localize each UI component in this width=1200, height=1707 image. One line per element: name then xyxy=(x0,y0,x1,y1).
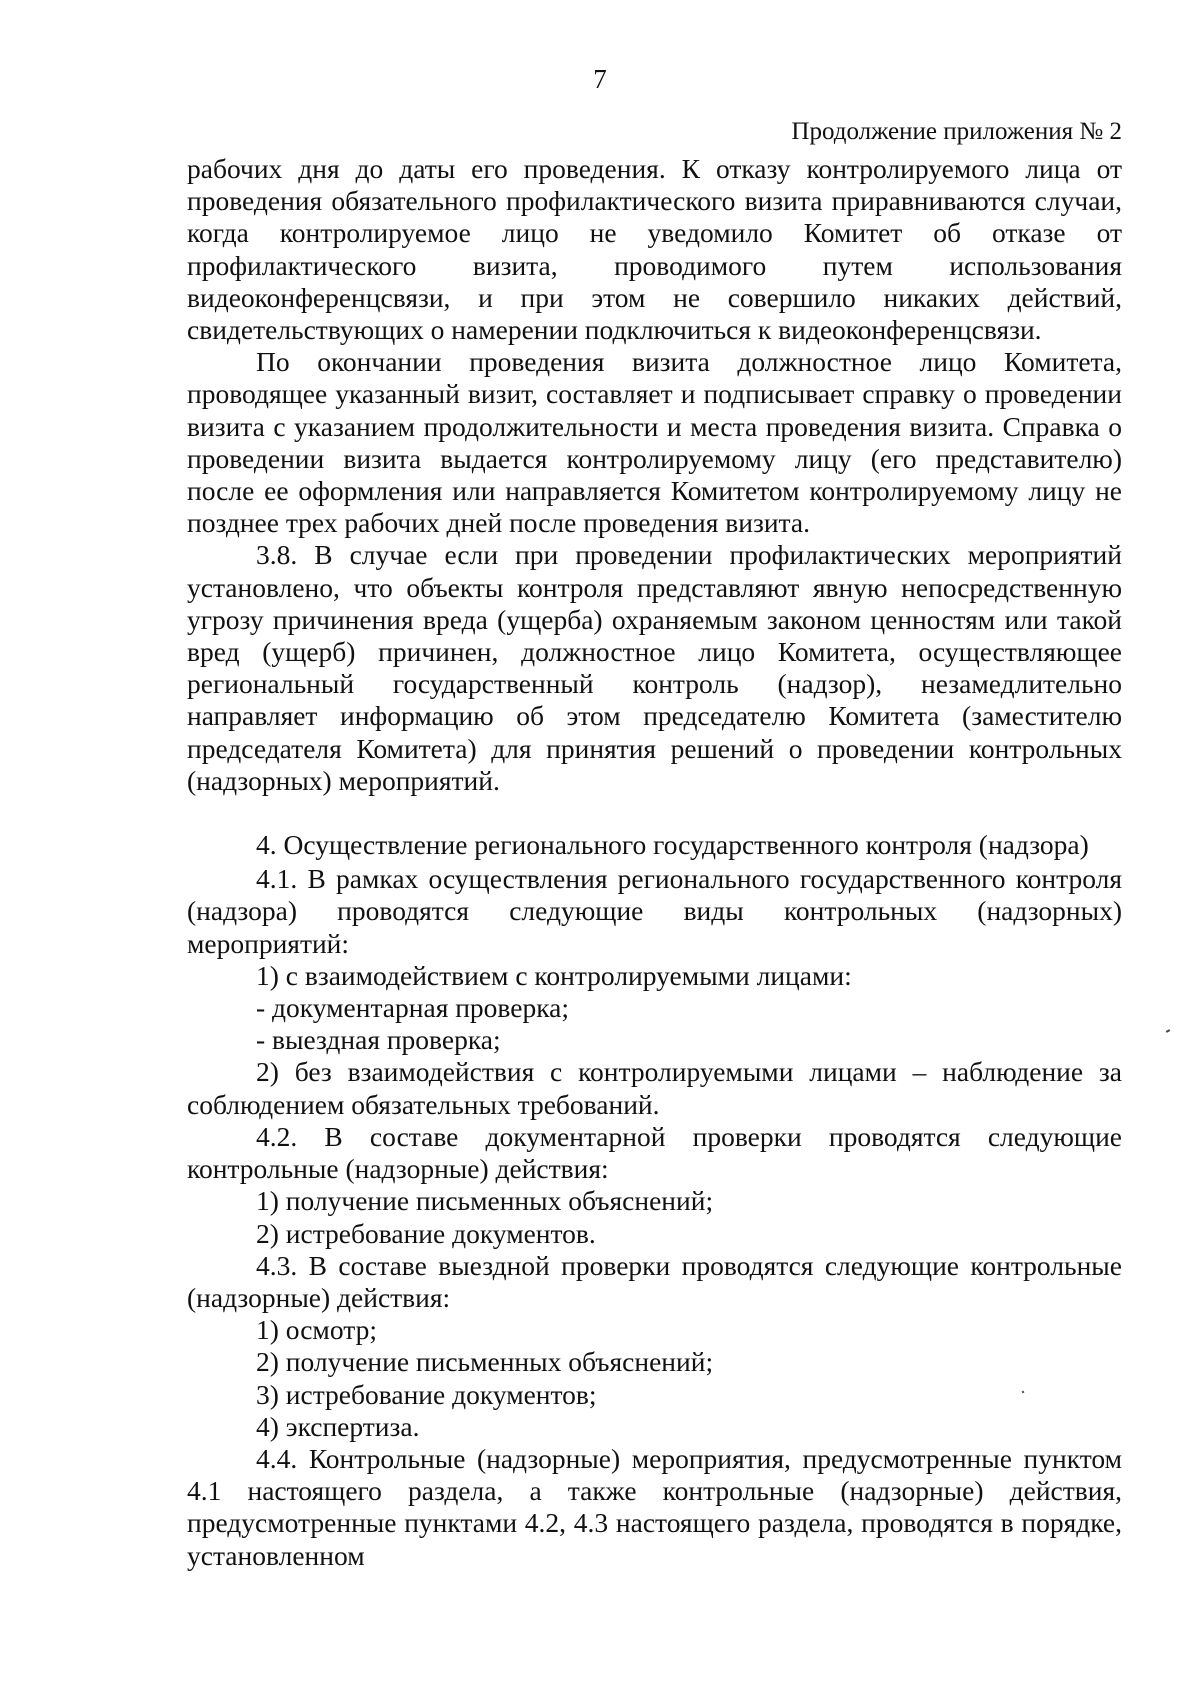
document-body xyxy=(187,153,1122,1572)
paragraph-4-1: 4.1. В рамках осуществления регионального государственного контроля (надзора) проводятся следующие виды контрольных (надзорных) мероприятий: xyxy=(187,863,1122,959)
paragraph-3-8: 3.8. В случае если при проведении профилактических мероприятий установлено, что объекты контроля представляют явную непосредственную угрозу причинения вреда (ущерба) охраняемым законом ценностям или такой вред (ущерб) причинен, должностное лицо Комитета, осуществляющее региональный государственный контроль (надзор), незамедлительно направляет информацию об этом председателю Комитета (заместителю председателя Комитета) для принятия решений о проведении контрольных (надзорных) мероприятий. xyxy=(187,539,1122,796)
paragraph-4-2: 4.2. В составе документарной проверки проводятся следующие контрольные (надзорные) действия: xyxy=(187,1120,1122,1185)
list-item: 2) без взаимодействия с контролируемыми лицами – наблюдение за соблюдением обязательных требований. xyxy=(187,1056,1122,1120)
scan-speck xyxy=(1166,1029,1170,1033)
list-item: 2) получение письменных объяснений; xyxy=(256,1346,714,1378)
list-item: - документарная проверка; xyxy=(256,992,570,1024)
list-item: 2) истребование документов. xyxy=(256,1217,596,1249)
list-item: 4) экспертиза. xyxy=(256,1410,420,1442)
list-item: - выездная проверка; xyxy=(256,1024,501,1056)
paragraph-continued: рабочих дня до даты его проведения. К отказу контролируемого лица от проведения обязательного профилактического визита приравниваются случаи, когда контролируемое лицо не уведомило Комитет об отказе от профилактического визита, проводимого путем использования видеоконференцсвязи, и при этом не совершило никаких действий, свидетельствующих о намерении подключиться к видеоконференцсвязи. xyxy=(187,153,1122,346)
paragraph-certificate: По окончании проведения визита должностное лицо Комитета, проводящее указанный визит, составляет и подписывает справку о проведении визита с указанием продолжительности и места проведения визита. Справка о проведении визита выдается контролируемому лицу (его представителю) после ее оформления или направляется Комитетом контролируемому лицу не позднее трех рабочих дней после проведения визита. xyxy=(187,346,1122,539)
list-item: 3) истребование документов; xyxy=(256,1378,597,1410)
paragraph-4-4: 4.4. Контрольные (надзорные) мероприятия, предусмотренные пунктом 4.1 настоящего раздела, а также контрольные (надзорные) действия, предусмотренные пунктами 4.2, 4.3 настоящего раздела, проводятся в порядке, установленном xyxy=(187,1442,1122,1571)
list-item: 1) с взаимодействием с контролируемыми лицами: xyxy=(256,959,852,991)
appendix-continuation-label: Продолжение приложения № 2 xyxy=(791,118,1122,145)
section-heading-4: 4. Осуществление регионального государственного контроля (надзора) xyxy=(256,829,1089,861)
list-item: 1) осмотр; xyxy=(256,1314,377,1346)
paragraph-4-3: 4.3. В составе выездной проверки проводятся следующие контрольные (надзорные) действия: xyxy=(187,1249,1122,1313)
page-number: 7 xyxy=(593,64,607,94)
list-item: 1) получение письменных объяснений; xyxy=(256,1185,714,1217)
